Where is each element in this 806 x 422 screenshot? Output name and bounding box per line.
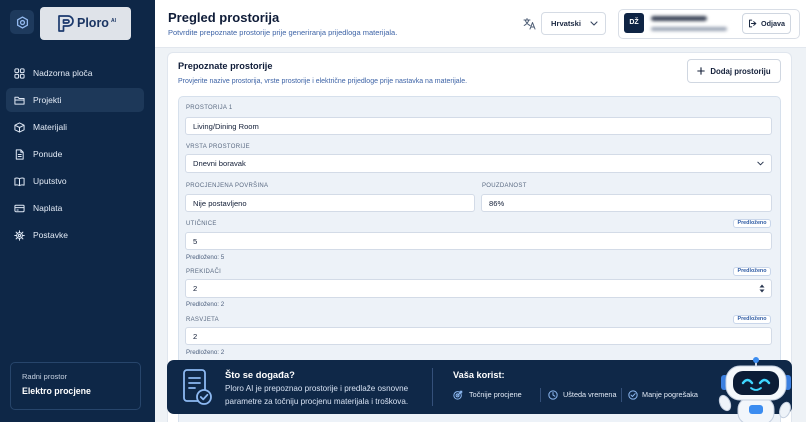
info-banner xyxy=(167,360,792,414)
sidebar-item-dashboard[interactable] xyxy=(6,61,144,85)
chevron-down-icon xyxy=(590,21,598,26)
benefit-label: Manje pogrešaka xyxy=(642,390,698,399)
sidebar-item-label: Naplata xyxy=(33,203,63,213)
banner-divider xyxy=(432,368,433,406)
sidebar-item-label: Postavke xyxy=(33,230,68,240)
sidebar xyxy=(0,0,155,422)
sidebar-item-guide[interactable] xyxy=(6,169,144,193)
logout-button[interactable] xyxy=(742,13,791,34)
language-select-value: Hrvatski xyxy=(551,19,581,28)
switches-input[interactable] xyxy=(185,279,772,298)
banner-text-line: parametre za točniju procjenu materijala i troškova. xyxy=(225,397,409,406)
add-room-label: Dodaj prostoriju xyxy=(710,66,771,76)
banner-text-line: Ploro AI je prepoznao prostorije i predlaže osnovne xyxy=(225,384,409,393)
page-subtitle: Potvrdite prepoznate prostorije prije generiranja prijedloga materijala. xyxy=(168,28,398,37)
suggested-badge: Predloženo xyxy=(733,267,771,276)
box-icon xyxy=(14,122,25,133)
translate-icon xyxy=(523,17,536,30)
workspace-name: Elektro procjene xyxy=(22,386,91,396)
banner-title: Što se događa? xyxy=(225,369,295,380)
add-room-button[interactable] xyxy=(687,59,781,83)
check-circle-icon xyxy=(628,390,638,400)
switches-hint: Predloženo: 2 xyxy=(186,301,225,308)
suggested-badge: Predloženo xyxy=(733,315,771,324)
confidence-label: POUZDANOST xyxy=(482,183,527,189)
room-type-value: Dnevni boravak xyxy=(193,159,246,168)
room-title: PROSTORIJA 1 xyxy=(186,105,233,111)
language-select[interactable] xyxy=(541,12,606,35)
room-type-label: VRSTA PROSTORIJE xyxy=(186,144,250,150)
user-name-redacted xyxy=(651,16,707,21)
card-title: Prepoznate prostorije xyxy=(178,61,273,71)
dashboard-icon xyxy=(14,68,25,79)
gear-icon xyxy=(14,230,25,241)
sidebar-item-materials[interactable] xyxy=(6,115,144,139)
sidebar-nav xyxy=(6,61,144,250)
lighting-label: RASVJETA xyxy=(186,317,219,323)
page-title: Pregled prostorija xyxy=(168,10,280,25)
sidebar-item-label: Materijali xyxy=(33,122,68,132)
ploro-logo-icon xyxy=(57,14,75,33)
hexagon-settings-icon xyxy=(16,16,29,29)
sidebar-item-label: Ponude xyxy=(33,149,63,159)
area-label: PROCJENJENA POVRŠINA xyxy=(186,183,269,189)
sidebar-item-offers[interactable] xyxy=(6,142,144,166)
room-name-input[interactable] xyxy=(185,117,772,135)
clock-icon xyxy=(548,390,558,400)
sidebar-item-label: Uputstvo xyxy=(33,176,67,186)
outlets-input[interactable] xyxy=(185,232,772,250)
document-check-icon xyxy=(181,367,213,407)
outlets-label: UTIČNICE xyxy=(186,221,217,227)
user-menu xyxy=(618,9,800,39)
plus-icon xyxy=(697,67,705,75)
workspace-switcher[interactable] xyxy=(10,362,141,410)
area-input[interactable] xyxy=(185,194,475,212)
sidebar-item-label: Projekti xyxy=(33,95,62,105)
app-menu-button[interactable] xyxy=(10,10,34,34)
book-icon xyxy=(14,176,25,187)
benefit-separator xyxy=(540,388,541,402)
benefit-label: Ušteda vremena xyxy=(563,390,617,399)
logo-suffix: AI xyxy=(111,18,116,24)
robot-mascot-icon xyxy=(716,356,796,422)
sidebar-item-projects[interactable] xyxy=(6,88,144,112)
outlets-hint: Predloženo: 5 xyxy=(186,254,225,261)
number-spinner-icon[interactable] xyxy=(759,284,765,293)
benefit-separator xyxy=(621,388,622,402)
suggested-badge: Predloženo xyxy=(733,219,771,228)
logout-label: Odjava xyxy=(761,19,785,28)
target-icon xyxy=(453,390,463,400)
logout-icon xyxy=(748,19,757,28)
sidebar-item-billing[interactable] xyxy=(6,196,144,220)
logo[interactable] xyxy=(40,7,131,40)
benefit-label: Točnije procjene xyxy=(469,390,522,399)
user-email-redacted xyxy=(651,27,727,31)
workspace-label: Radni prostor xyxy=(22,372,68,381)
document-icon xyxy=(14,149,25,160)
lighting-input[interactable] xyxy=(185,327,772,345)
switches-label: PREKIDAČI xyxy=(186,269,222,275)
benefits-title: Vaša korist: xyxy=(453,370,505,380)
chevron-down-icon xyxy=(757,161,764,166)
logo-text: Ploro xyxy=(77,16,109,30)
card-subtitle: Provjerite nazive prostorija, vrste prostorije i električne prijedloge prije nastavka na materijale. xyxy=(178,78,468,85)
credit-card-icon xyxy=(14,203,25,214)
lighting-hint: Predloženo: 2 xyxy=(186,349,225,356)
sidebar-item-settings[interactable] xyxy=(6,223,144,247)
top-header xyxy=(155,0,806,48)
sidebar-item-label: Nadzorna ploča xyxy=(33,68,93,78)
avatar[interactable]: DŽ xyxy=(624,13,644,33)
folder-icon xyxy=(14,95,25,106)
room-type-select[interactable] xyxy=(185,154,772,173)
confidence-input[interactable] xyxy=(481,194,772,212)
